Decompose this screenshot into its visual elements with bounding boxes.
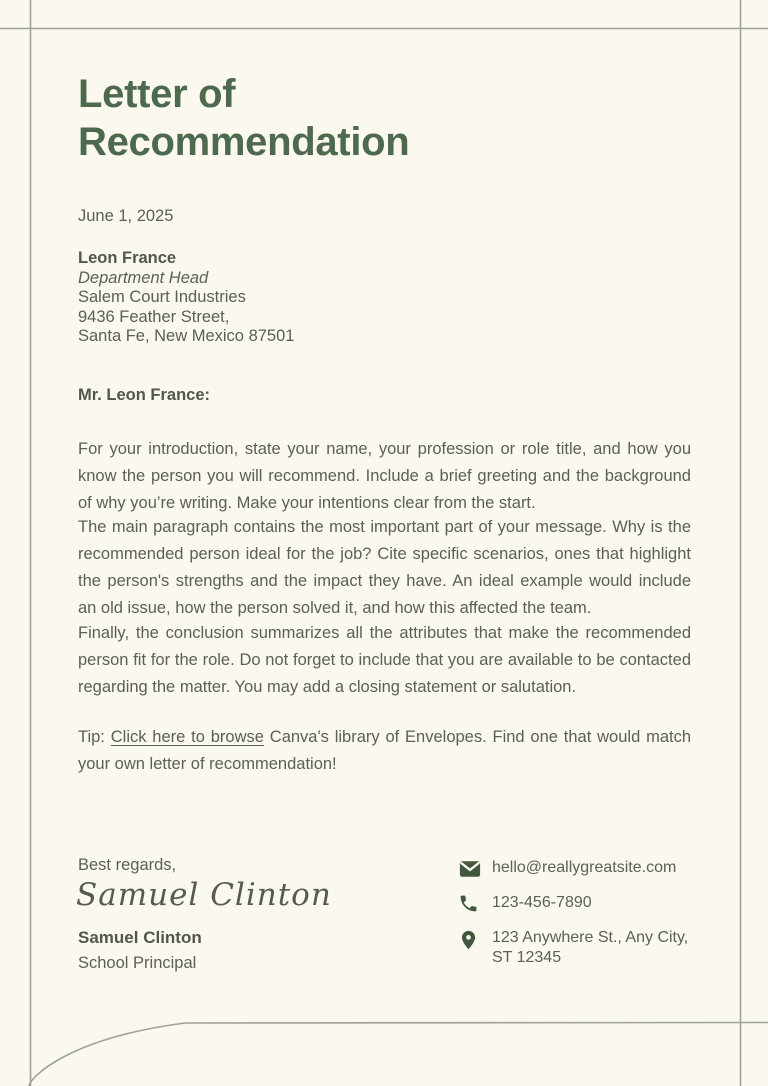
contact-phone: 123-456-7890 bbox=[492, 894, 592, 911]
tip-prefix: Tip: bbox=[78, 728, 111, 746]
recipient-street: 9436 Feather Street, bbox=[78, 307, 230, 326]
recipient-role: Department Head bbox=[78, 268, 209, 287]
letter-date: June 1, 2025 bbox=[78, 207, 174, 225]
recipient-city: Santa Fe, New Mexico 87501 bbox=[78, 327, 295, 345]
body-paragraph-2: The main paragraph contains the most important part of your message. Why is the recommended person ideal for the job? Cite specific scenarios, ones that highlight the person's strengths and the impact they have. An ideal example would include an old issue, how the person solved it, and how this affected the team. bbox=[78, 518, 691, 617]
contact-phone-row bbox=[458, 893, 698, 915]
contact-address-line-1: 123 Anywhere St., Any City, bbox=[492, 929, 689, 946]
phone-icon bbox=[458, 893, 482, 915]
browse-envelopes-link[interactable]: Click here to browse bbox=[110, 728, 264, 746]
contact-address bbox=[492, 928, 688, 968]
contact-address-row bbox=[458, 928, 698, 968]
tip-paragraph bbox=[78, 724, 691, 778]
body-paragraph-3: Finally, the conclusion summarizes all the attributes that make the recommended person fit for the role. Do not forget to include that you are available to be contacted regarding the matter. You may add a closing statement or salutation. bbox=[78, 624, 691, 696]
signature-script: Samuel Clinton bbox=[76, 877, 332, 913]
frame-bottom-curve bbox=[29, 1023, 768, 1086]
recipient-company: Salem Court Industries bbox=[78, 288, 246, 306]
salutation: Mr. Leon France: bbox=[78, 386, 211, 404]
contact-address-line-2: ST 12345 bbox=[492, 949, 562, 966]
envelope-icon bbox=[458, 858, 482, 880]
contact-email: hello@reallygreatsite.com bbox=[492, 859, 677, 876]
location-pin-icon bbox=[458, 928, 482, 950]
body-paragraph-1: For your introduction, state your name, your profession or role title, and how you know the person you will recommend. Include a brief greeting and the background of why you’re writing. Make your intentions clear from the start. bbox=[78, 440, 691, 512]
contact-email-row bbox=[458, 858, 698, 880]
valediction: Best regards, bbox=[78, 856, 177, 874]
recipient-name: Leon France bbox=[78, 249, 177, 267]
sender-role: School Principal bbox=[78, 954, 197, 972]
sender-name: Samuel Clinton bbox=[78, 928, 202, 947]
contact-block bbox=[458, 858, 698, 981]
recipient-block bbox=[78, 249, 478, 347]
page-title: Letter of Recommendation bbox=[78, 72, 410, 164]
tip-suffix: Canva's library of Envelopes. Find one that would match your own letter of recommendation! bbox=[78, 728, 692, 773]
